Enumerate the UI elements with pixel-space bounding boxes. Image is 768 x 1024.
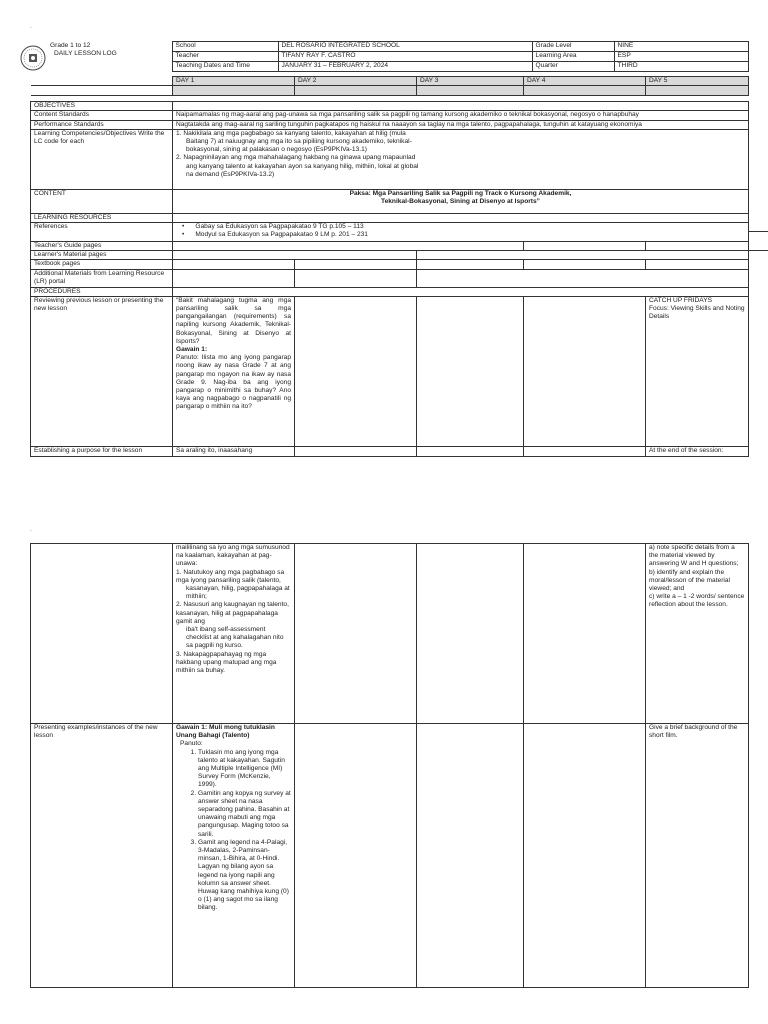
content-text: [173, 189, 749, 213]
header-logo-cell: [30, 42, 172, 72]
school-value: DEL ROSARIO INTEGRATED SCHOOL: [278, 42, 532, 52]
edge-line: [748, 231, 768, 232]
competency-line: Baitang 7) at naiuugnay ang mga ito sa pipiliing kursong akademiko, teknikal-: [186, 138, 412, 146]
page-mark: `: [30, 531, 32, 537]
additional-materials-label: Additional Materials from Learning Resource (LR) portal: [31, 269, 173, 287]
establishing-day5-cont: [646, 544, 749, 724]
establishing-day5: At the end of the session:: [646, 446, 749, 456]
competencies-text: [173, 129, 749, 189]
competency-line: ang kanyang talento at kakayahan ayon sa kanyang hilig, mithiin, lokal at global: [186, 162, 419, 170]
reviewing-question: “Bakit mahalagang tugma ang mga pansariling salik sa mga pangangailangan (requirements) sa napiling kursong Akademik, Teknikal-Bokasyonal, Sining at Disenyo at Isports?: [176, 296, 291, 345]
establishing-intro: maililinang sa iyo ang mga sumusunod na kaalaman, kakayahan at pag-unawa:: [176, 544, 290, 568]
page-mark: `: [30, 28, 32, 34]
presenting-title: Gawain 1: Muli mong tutuklasin Unang Bahagi (Talento): [176, 724, 275, 740]
daily-lesson-log-table: [30, 41, 749, 72]
gawain1-text: Panuto: Ilista mo ang iyong pangarap noong ikaw ay nasa Grade 7 at ang pangarap mo ngayon na ikaw ay nasa Grade 9. Nag-iba ba ang iyong pangarap o minimithi sa buhay? Ano kaya ang nagpabago o nagpanatili ng pangarap o mithiin na ito?: [176, 354, 291, 411]
catch-up-title: CATCH UP FRIDAYS: [649, 296, 713, 304]
lm-pages-label: Learner's Material pages: [31, 251, 173, 260]
grade-level-value: NINE: [614, 42, 748, 52]
teacher-label: Teacher: [172, 52, 278, 62]
procedures-label: PROCEDURES: [31, 287, 173, 296]
references-label: References: [31, 223, 173, 242]
establishing-day1-cont: [173, 544, 295, 724]
learning-area-label: Learning Area: [532, 52, 614, 62]
quarter-value: THIRD: [614, 62, 748, 72]
competency-line: na demand (EsP9PKIVa-13.2): [186, 170, 275, 178]
day-1-header: DAY 1: [173, 77, 295, 86]
content-standards-label: Content Standards: [31, 111, 173, 120]
learning-area-value: ESP: [614, 52, 748, 62]
teacher-value: TIFANY RAY F. CASTRO: [278, 52, 532, 62]
content-line: Teknikal-Bokasyonal, Sining at Disenyo at Isports”: [381, 198, 540, 206]
establishing-item: 1. Natutukoy ang mga pagbabago sa mga iyong pansariling salik (talento,: [176, 568, 285, 584]
textbook-pages-label: Textbook pages: [31, 260, 173, 269]
day5-objective: a) note specific details from a the material viewed by answering W and H questions;: [649, 544, 739, 568]
establishing-label-cont: [31, 544, 173, 724]
day-4-header: DAY 4: [524, 77, 646, 86]
learning-resources-label: LEARNING RESOURCES: [31, 213, 173, 222]
school-label: School: [172, 42, 278, 52]
day5-objective: c) write a – 1 -2 words/ sentence reflection about the lesson.: [649, 593, 745, 609]
tg-pages-label: Teacher's Guide pages: [31, 242, 173, 251]
log-title: DAILY LESSON LOG: [54, 49, 117, 57]
performance-standards-label: Performance Standards: [31, 120, 173, 129]
presenting-panuto: Panuto:: [180, 740, 203, 748]
establishing-item: iba't ibang self-assessment checklist at ang kahalagahan nito sa pagpili ng kurso.: [186, 626, 284, 650]
competency-line: 1. Nakikilala ang mga pagbabago sa kanyang talento, kakayahan at hilig (mula: [176, 129, 406, 137]
presenting-day1: [173, 724, 295, 988]
presenting-step: 1. Tuklasin mo ang iyong mga talento at kakayahan. Sagutin ang Multiple Intelligence (MI) Survey Form (McKenzie, 1999).: [198, 749, 291, 790]
establishing-item: kasanayan, hilig, pagpapahalaga at mithiin;: [186, 585, 290, 601]
content-standards-text: Naipamamalas ng mag-aaral ang pag-unawa sa mga pansariling salik sa pagpili ng tamang kursong akademiko o teknikal bokasyonal, negosyo o hanapbuhay: [173, 111, 749, 120]
reference-item: • Gabay sa Edukasyon sa Pagpapakatao 9 TG p.105 – 113: [182, 223, 364, 231]
lesson-body-table-page2: [30, 543, 749, 988]
day5-objective: b) identify and explain the moral/lesson of the material viewed; and: [649, 568, 730, 593]
establishing-item: 3. Nakapagpapahayag ng mga hakbang upang matupad ang mga mithiin sa buhay.: [176, 650, 277, 675]
edge-line: [748, 250, 768, 251]
competencies-label: Learning Competencies/Objectives Write the LC code for each: [31, 129, 173, 189]
day-5-header: DAY 5: [646, 77, 749, 86]
competency-line: bokasyonal, sining at palakasan o negosyo (EsP9PKIVa-13.1): [186, 146, 367, 154]
content-line: Paksa: Mga Pansariling Salik sa Pagpili ng Track o Kursong Akademik,: [349, 189, 572, 197]
objectives-label: OBJECTIVES: [31, 102, 173, 111]
lesson-body-table: [30, 76, 749, 457]
establishing-label: Establishing a purpose for the lesson: [31, 446, 173, 456]
day-2-header: DAY 2: [295, 77, 417, 86]
establishing-day1: Sa araling ito, inaasahang: [173, 446, 295, 456]
day-3-header: DAY 3: [417, 77, 524, 86]
reviewing-day5: [646, 296, 749, 446]
catch-up-focus: Focus: Viewing Skills and Noting Details: [649, 305, 745, 321]
reviewing-day1: [173, 296, 295, 446]
presenting-step: 2. Gamitin ang kopya ng survey at answer sheet na nasa separadong pahina. Basahin at unawaing mabuti ang mga pangungusap. Maging totoo sa sarili.: [198, 790, 291, 839]
presenting-step: 3. Gamit ang legend na 4-Palagi, 3-Madalas, 2-Paminsan-minsan, 1-Bihira, at 0-Hindi. Lagyan ng bilang ayon sa legend na iyong napili ang kolumn sa answer sheet. Huwag kang mahihiya kung (0) o (1) ang sagot mo sa ilang bilang.: [198, 839, 291, 913]
presenting-label: Presenting examples/instances of the new lesson: [31, 724, 173, 988]
competency-line: 2. Napagninilayan ang mga mahahalagang hakbang na ginawa upang mapaunlad: [176, 154, 416, 162]
grade-line: Grade 1 to 12: [50, 41, 91, 49]
reviewing-label: Reviewing previous lesson or presenting the new lesson: [31, 296, 173, 446]
content-label: CONTENT: [31, 189, 173, 213]
performance-standards-text: Nagtatakda ang mag-aaral ng sariling tunguhin pagkatapos ng haiskul na naaayon sa taglay na mga talento, pagpapahalaga, tunguhin at katayuang ekonomiya: [173, 120, 749, 129]
presenting-day5: Give a brief background of the short film.: [646, 724, 749, 988]
dates-label: Teaching Dates and Time: [172, 62, 278, 72]
references-list: [173, 223, 749, 242]
establishing-item: 2. Nasusuri ang kaugnayan ng talento, kasanayan, hilig at pagpapahalaga gamit ang: [176, 601, 289, 625]
gawain1-title: Gawain 1:: [176, 346, 208, 354]
dates-value: JANUARY 31 – FEBRUARY 2, 2024: [278, 62, 532, 72]
quarter-label: Quarter: [532, 62, 614, 72]
reference-item: • Modyul sa Edukasyon sa Pagpapakatao 9 LM p. 201 – 231: [182, 231, 368, 239]
grade-level-label: Grade Level: [532, 42, 614, 52]
